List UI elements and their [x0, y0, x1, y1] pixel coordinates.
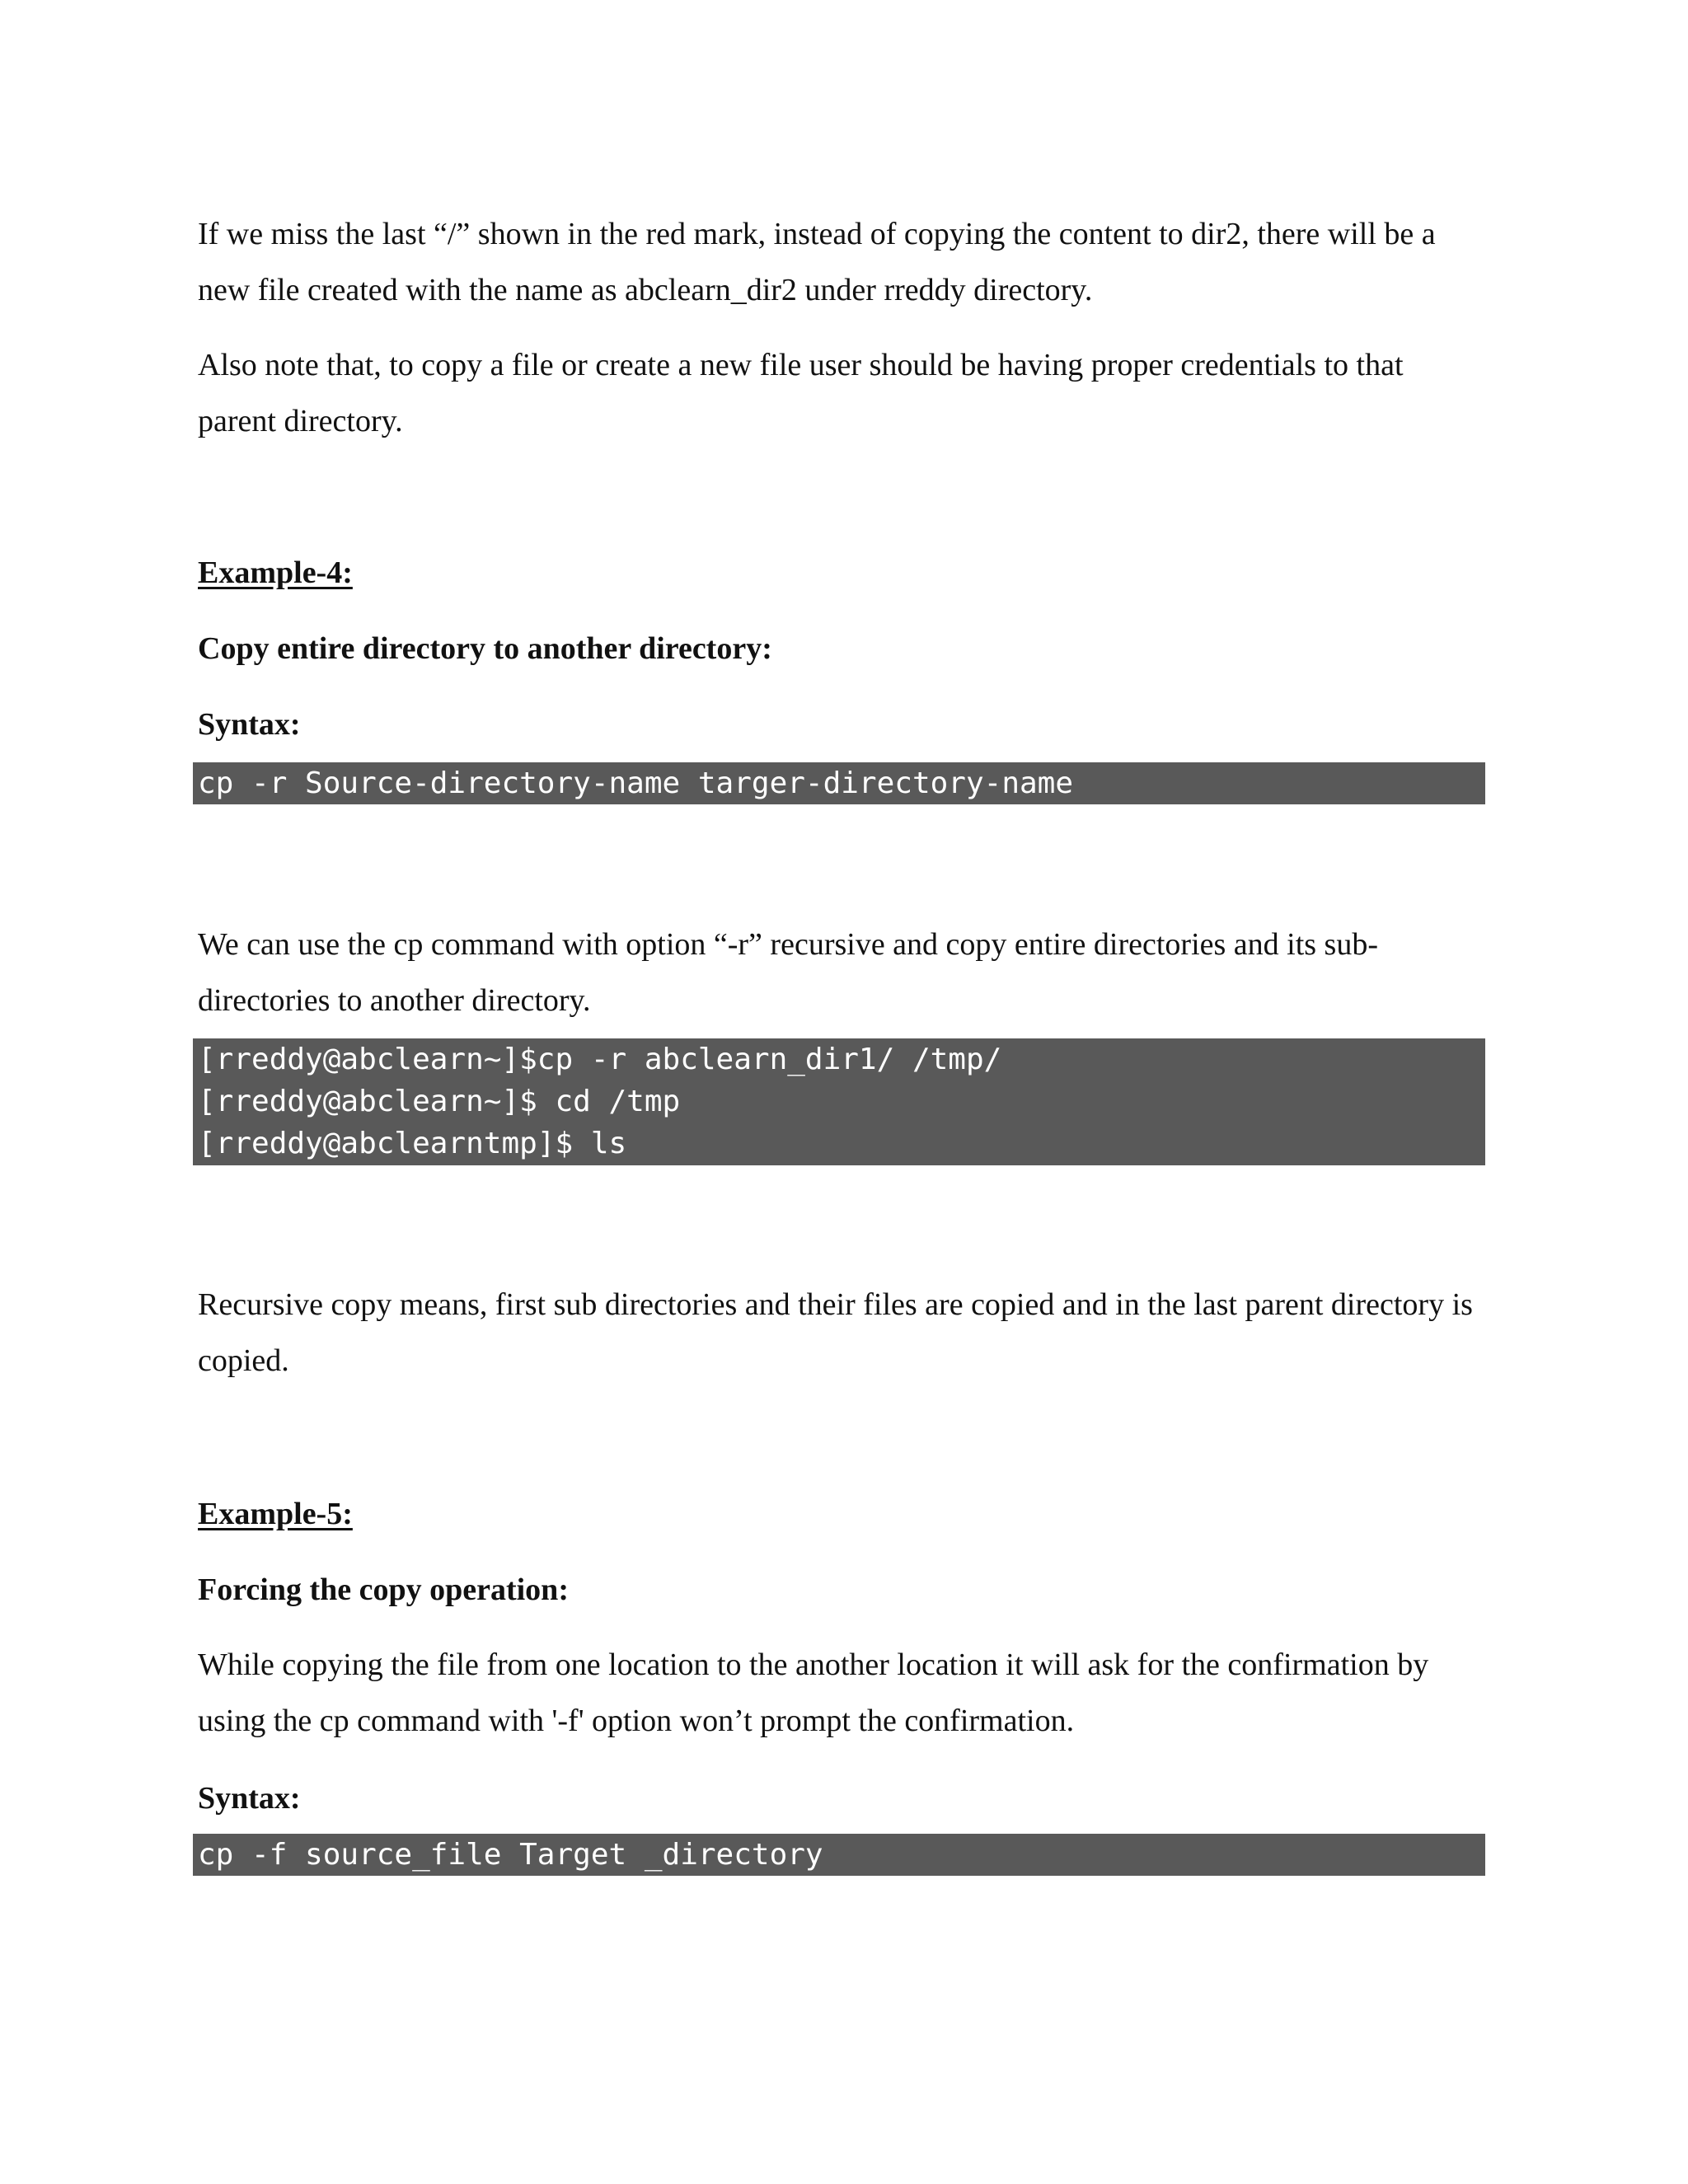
example-4-heading: Example-4:	[198, 555, 353, 590]
example-4-terminal-block	[193, 1038, 1485, 1165]
terminal-line: [rreddy@abclearn~]$cp -r abclearn_dir1/ /tmp/	[198, 1043, 1002, 1076]
terminal-line: [rreddy@abclearn~]$ cd /tmp	[198, 1085, 681, 1118]
example-4-syntax-label: Syntax:	[198, 707, 301, 742]
paragraph-recursive-meaning: Recursive copy means, first sub directories and their files are copied and in the last parent directory is copied.	[198, 1287, 1473, 1378]
paragraph-missing-slash: If we miss the last “/” shown in the red mark, instead of copying the content to dir2, there will be a new file created with the name as abclearn_dir2 under rreddy directory.	[198, 217, 1436, 307]
example-5-syntax-label: Syntax:	[198, 1781, 301, 1816]
paragraph-force-copy: While copying the file from one location to the another location it will ask for the confirmation by using the cp command with '-f' option won’t prompt the confirmation.	[198, 1647, 1429, 1738]
example-4-syntax-code: cp -r Source-directory-name targer-directory-name	[193, 762, 1485, 804]
paragraph-credentials-note: Also note that, to copy a file or create a new file user should be having proper credentials to that parent directory.	[198, 348, 1404, 438]
example-5-subheading: Forcing the copy operation:	[198, 1572, 569, 1607]
example-5-syntax-code: cp -f source_file Target _directory	[193, 1834, 1485, 1876]
example-5-heading: Example-5:	[198, 1497, 353, 1531]
paragraph-recursive-option: We can use the cp command with option “-r” recursive and copy entire directories and its sub-directories to another directory.	[198, 927, 1378, 1018]
example-4-subheading: Copy entire directory to another directory:	[198, 631, 772, 666]
terminal-line: [rreddy@abclearntmp]$ ls	[198, 1127, 627, 1160]
